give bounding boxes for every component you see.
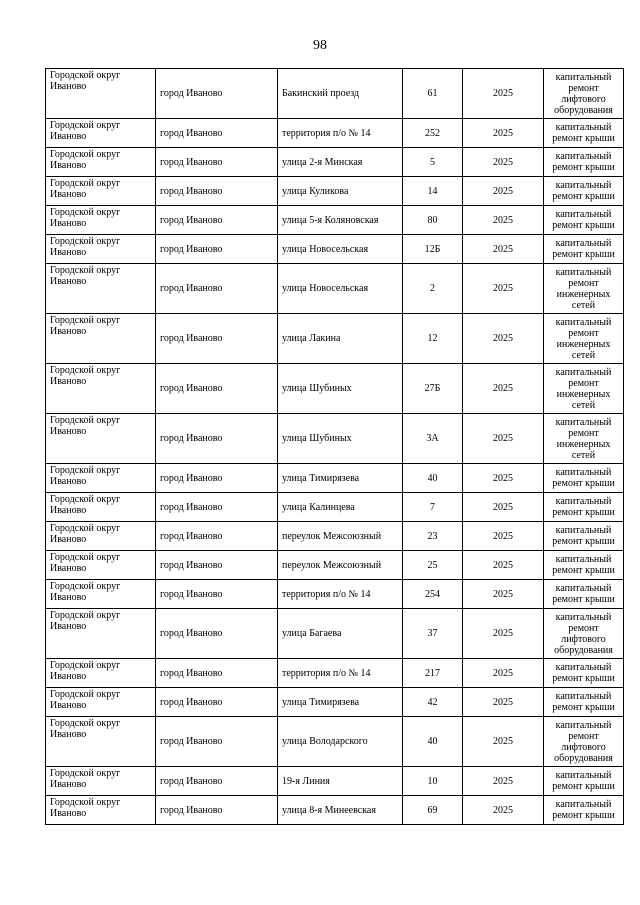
cell-work-type: капитальный ремонт крыши: [544, 493, 624, 522]
cell-work-type: капитальный ремонт крыши: [544, 148, 624, 177]
cell-street: улица Багаева: [278, 609, 403, 659]
cell-street: 19-я Линия: [278, 767, 403, 796]
cell-work-type: капитальный ремонт крыши: [544, 580, 624, 609]
cell-house-number: 80: [403, 206, 463, 235]
cell-work-type: капитальный ремонт крыши: [544, 177, 624, 206]
table-row: [46, 119, 624, 148]
cell-municipality: Городской округ Иваново: [46, 235, 156, 264]
cell-year: 2025: [463, 177, 544, 206]
cell-year: 2025: [463, 659, 544, 688]
cell-settlement: город Иваново: [156, 148, 278, 177]
cell-house-number: 252: [403, 119, 463, 148]
cell-street: улица Тимирязева: [278, 688, 403, 717]
table-row: [46, 688, 624, 717]
cell-year: 2025: [463, 551, 544, 580]
cell-settlement: город Иваново: [156, 796, 278, 825]
cell-work-type: капитальный ремонт крыши: [544, 796, 624, 825]
cell-street: переулок Межсоюзный: [278, 522, 403, 551]
table-row: [46, 206, 624, 235]
cell-house-number: 2: [403, 264, 463, 314]
cell-house-number: 42: [403, 688, 463, 717]
cell-settlement: город Иваново: [156, 414, 278, 464]
cell-municipality: Городской округ Иваново: [46, 551, 156, 580]
cell-year: 2025: [463, 464, 544, 493]
cell-settlement: город Иваново: [156, 688, 278, 717]
cell-year: 2025: [463, 414, 544, 464]
cell-municipality: Городской округ Иваново: [46, 177, 156, 206]
cell-house-number: 40: [403, 717, 463, 767]
cell-year: 2025: [463, 580, 544, 609]
cell-municipality: Городской округ Иваново: [46, 767, 156, 796]
cell-house-number: 254: [403, 580, 463, 609]
cell-municipality: Городской округ Иваново: [46, 796, 156, 825]
cell-house-number: 10: [403, 767, 463, 796]
table-row: [46, 767, 624, 796]
cell-street: переулок Межсоюзный: [278, 551, 403, 580]
cell-street: улица Новосельская: [278, 264, 403, 314]
cell-street: улица Лакина: [278, 314, 403, 364]
cell-year: 2025: [463, 206, 544, 235]
cell-work-type: капитальный ремонт крыши: [544, 464, 624, 493]
cell-settlement: город Иваново: [156, 522, 278, 551]
cell-municipality: Городской округ Иваново: [46, 464, 156, 493]
table-row: [46, 264, 624, 314]
cell-street: территория п/о № 14: [278, 659, 403, 688]
table-row: [46, 69, 624, 119]
cell-settlement: город Иваново: [156, 580, 278, 609]
cell-year: 2025: [463, 264, 544, 314]
cell-settlement: город Иваново: [156, 767, 278, 796]
cell-work-type: капитальный ремонт крыши: [544, 235, 624, 264]
cell-work-type: капитальный ремонт лифтового оборудования: [544, 717, 624, 767]
cell-street: улица Калинцева: [278, 493, 403, 522]
cell-house-number: 61: [403, 69, 463, 119]
cell-house-number: 12Б: [403, 235, 463, 264]
cell-street: Бакинский проезд: [278, 69, 403, 119]
cell-settlement: город Иваново: [156, 717, 278, 767]
table-row: [46, 493, 624, 522]
table-row: [46, 580, 624, 609]
cell-street: территория п/о № 14: [278, 119, 403, 148]
cell-house-number: 69: [403, 796, 463, 825]
cell-house-number: 25: [403, 551, 463, 580]
cell-house-number: 3А: [403, 414, 463, 464]
cell-settlement: город Иваново: [156, 69, 278, 119]
cell-street: улица Володарского: [278, 717, 403, 767]
cell-municipality: Городской округ Иваново: [46, 364, 156, 414]
cell-settlement: город Иваново: [156, 659, 278, 688]
cell-year: 2025: [463, 314, 544, 364]
cell-year: 2025: [463, 119, 544, 148]
table-row: [46, 314, 624, 364]
cell-municipality: Городской округ Иваново: [46, 717, 156, 767]
cell-settlement: город Иваново: [156, 493, 278, 522]
cell-settlement: город Иваново: [156, 119, 278, 148]
cell-work-type: капитальный ремонт крыши: [544, 119, 624, 148]
cell-settlement: город Иваново: [156, 464, 278, 493]
cell-street: улица 2-я Минская: [278, 148, 403, 177]
cell-year: 2025: [463, 688, 544, 717]
cell-year: 2025: [463, 717, 544, 767]
cell-house-number: 7: [403, 493, 463, 522]
table-row: [46, 235, 624, 264]
cell-work-type: капитальный ремонт крыши: [544, 767, 624, 796]
cell-year: 2025: [463, 364, 544, 414]
table-row: [46, 551, 624, 580]
cell-work-type: капитальный ремонт крыши: [544, 688, 624, 717]
cell-municipality: Городской округ Иваново: [46, 609, 156, 659]
table-row: [46, 414, 624, 464]
cell-street: улица Куликова: [278, 177, 403, 206]
cell-house-number: 5: [403, 148, 463, 177]
table-row: [46, 522, 624, 551]
cell-settlement: город Иваново: [156, 177, 278, 206]
cell-settlement: город Иваново: [156, 609, 278, 659]
page-number: 98: [313, 38, 327, 53]
cell-settlement: город Иваново: [156, 314, 278, 364]
cell-municipality: Городской округ Иваново: [46, 493, 156, 522]
cell-municipality: Городской округ Иваново: [46, 522, 156, 551]
table-body: [46, 69, 624, 825]
cell-municipality: Городской округ Иваново: [46, 206, 156, 235]
cell-municipality: Городской округ Иваново: [46, 580, 156, 609]
cell-work-type: капитальный ремонт крыши: [544, 659, 624, 688]
table-row: [46, 659, 624, 688]
cell-street: улица Шубиных: [278, 364, 403, 414]
cell-year: 2025: [463, 69, 544, 119]
cell-work-type: капитальный ремонт инженерных сетей: [544, 364, 624, 414]
table-row: [46, 717, 624, 767]
cell-year: 2025: [463, 493, 544, 522]
cell-settlement: город Иваново: [156, 235, 278, 264]
cell-street: территория п/о № 14: [278, 580, 403, 609]
cell-house-number: 217: [403, 659, 463, 688]
cell-settlement: город Иваново: [156, 206, 278, 235]
table-row: [46, 177, 624, 206]
cell-municipality: Городской округ Иваново: [46, 264, 156, 314]
cell-street: улица Шубиных: [278, 414, 403, 464]
cell-year: 2025: [463, 148, 544, 177]
cell-year: 2025: [463, 796, 544, 825]
cell-street: улица 8-я Минеевская: [278, 796, 403, 825]
cell-street: улица Тимирязева: [278, 464, 403, 493]
cell-work-type: капитальный ремонт лифтового оборудования: [544, 69, 624, 119]
table-row: [46, 609, 624, 659]
cell-street: улица 5-я Коляновская: [278, 206, 403, 235]
cell-municipality: Городской округ Иваново: [46, 414, 156, 464]
table-row: [46, 148, 624, 177]
cell-house-number: 23: [403, 522, 463, 551]
cell-municipality: Городской округ Иваново: [46, 119, 156, 148]
cell-year: 2025: [463, 609, 544, 659]
cell-work-type: капитальный ремонт инженерных сетей: [544, 314, 624, 364]
cell-work-type: капитальный ремонт крыши: [544, 206, 624, 235]
cell-house-number: 14: [403, 177, 463, 206]
repair-schedule-table: [45, 68, 624, 825]
cell-municipality: Городской округ Иваново: [46, 69, 156, 119]
cell-street: улица Новосельская: [278, 235, 403, 264]
cell-municipality: Городской округ Иваново: [46, 148, 156, 177]
cell-settlement: город Иваново: [156, 364, 278, 414]
cell-work-type: капитальный ремонт крыши: [544, 522, 624, 551]
cell-settlement: город Иваново: [156, 551, 278, 580]
cell-municipality: Городской округ Иваново: [46, 314, 156, 364]
cell-municipality: Городской округ Иваново: [46, 688, 156, 717]
cell-municipality: Городской округ Иваново: [46, 659, 156, 688]
cell-work-type: капитальный ремонт инженерных сетей: [544, 414, 624, 464]
cell-year: 2025: [463, 767, 544, 796]
cell-house-number: 40: [403, 464, 463, 493]
cell-house-number: 12: [403, 314, 463, 364]
cell-work-type: капитальный ремонт лифтового оборудования: [544, 609, 624, 659]
cell-work-type: капитальный ремонт инженерных сетей: [544, 264, 624, 314]
cell-house-number: 27Б: [403, 364, 463, 414]
cell-settlement: город Иваново: [156, 264, 278, 314]
cell-work-type: капитальный ремонт крыши: [544, 551, 624, 580]
table-row: [46, 796, 624, 825]
table-row: [46, 364, 624, 414]
cell-year: 2025: [463, 522, 544, 551]
table-row: [46, 464, 624, 493]
cell-year: 2025: [463, 235, 544, 264]
cell-house-number: 37: [403, 609, 463, 659]
